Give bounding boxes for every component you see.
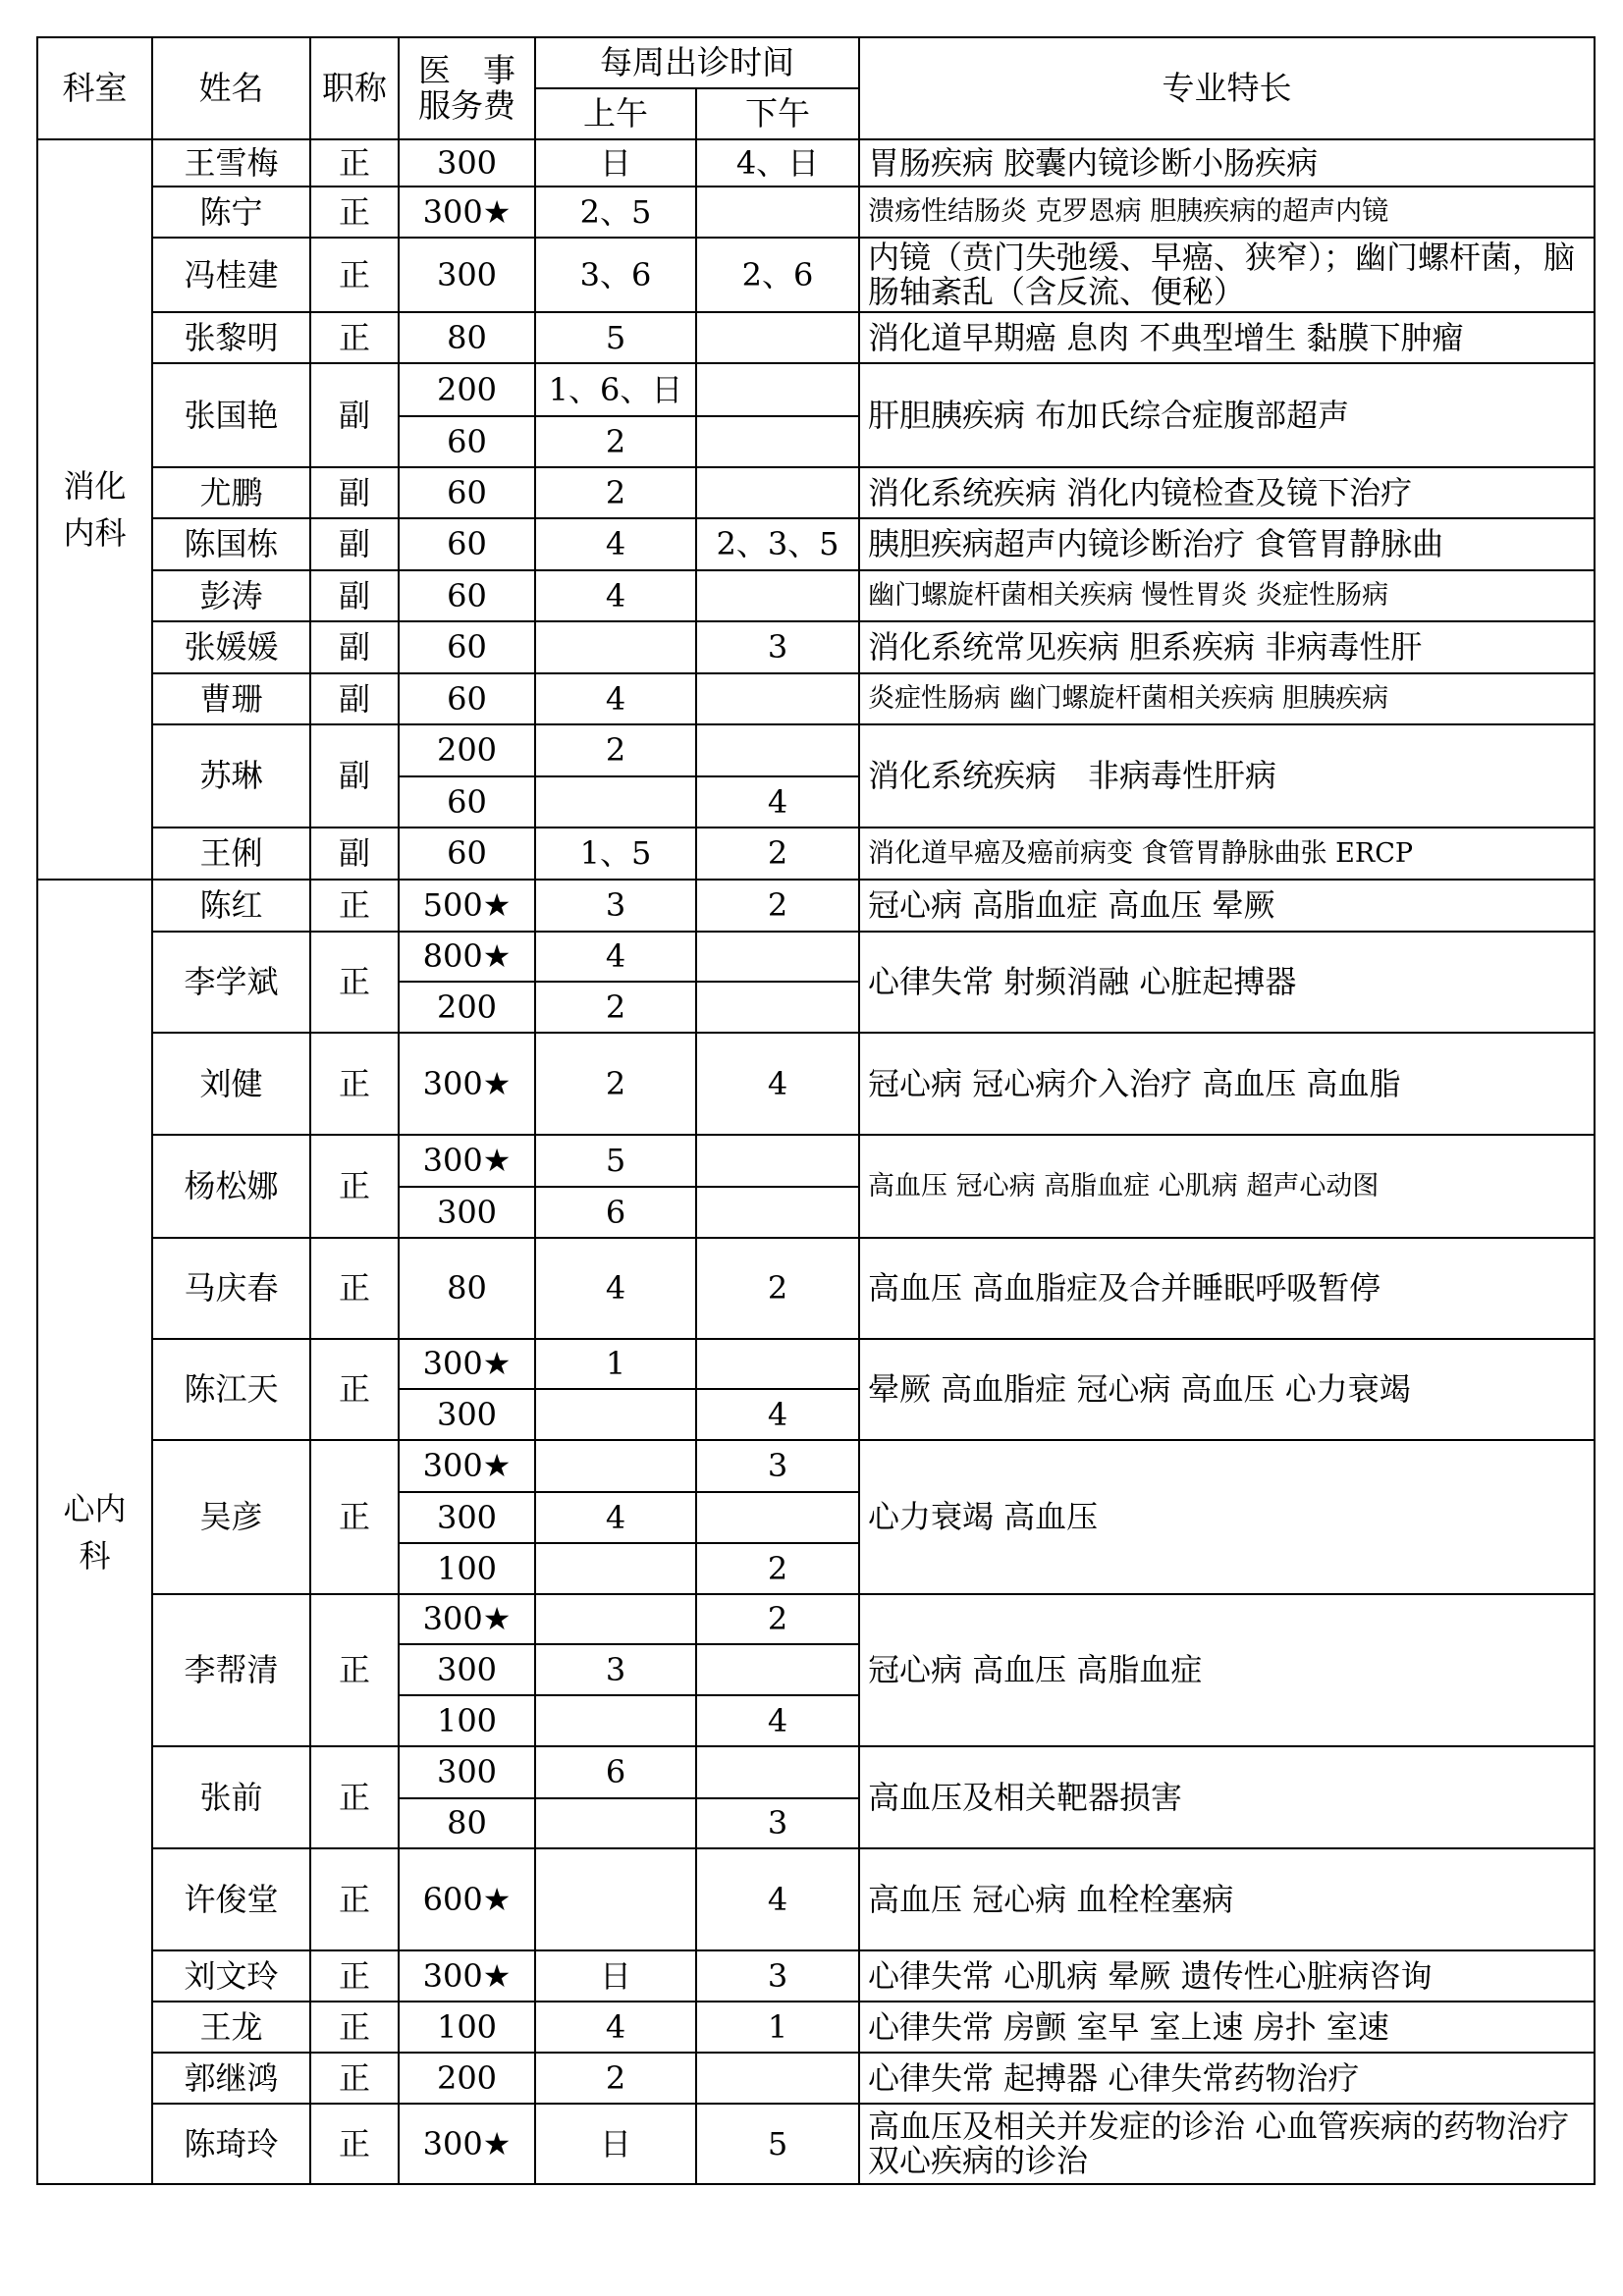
doctor-title: 副	[310, 828, 399, 880]
header-fee	[399, 37, 535, 139]
fee-cell: 300	[399, 1746, 535, 1798]
doctor-name: 陈江天	[152, 1339, 310, 1440]
pm-schedule-cell: 4	[696, 1389, 859, 1440]
pm-schedule-cell: 3	[696, 1798, 859, 1848]
fee-cell: 60	[399, 621, 535, 673]
am-schedule-cell	[535, 1389, 696, 1440]
fee-cell: 60	[399, 673, 535, 724]
fee-cell: 200	[399, 2053, 535, 2104]
doctor-name: 王龙	[152, 2002, 310, 2053]
am-schedule-cell: 4	[535, 1492, 696, 1543]
specialty-cell: 消化系统疾病 消化内镜检查及镜下治疗	[859, 467, 1595, 518]
doctor-name: 李学斌	[152, 932, 310, 1033]
doctor-name: 张黎明	[152, 312, 310, 363]
table-row	[37, 139, 1595, 187]
department-name-line1: 消化	[63, 467, 127, 505]
pm-schedule-cell	[696, 312, 859, 363]
am-schedule-cell: 5	[535, 1135, 696, 1187]
fee-cell: 300★	[399, 1594, 535, 1644]
doctor-name: 王俐	[152, 828, 310, 880]
am-schedule-cell: 1	[535, 1339, 696, 1389]
am-schedule-cell: 4	[535, 570, 696, 621]
doctor-name: 杨松娜	[152, 1135, 310, 1238]
table-row	[37, 932, 1595, 982]
am-schedule-cell: 6	[535, 1746, 696, 1798]
am-schedule-cell: 3	[535, 880, 696, 932]
schedule-body	[37, 37, 1595, 2184]
am-schedule-cell: 2、5	[535, 187, 696, 238]
specialty-cell: 心律失常 起搏器 心律失常药物治疗	[859, 2053, 1595, 2104]
specialty-cell: 高血压及相关靶器损害	[859, 1746, 1595, 1848]
am-schedule-cell: 日	[535, 1950, 696, 2002]
fee-cell: 300★	[399, 1950, 535, 2002]
pm-schedule-cell	[696, 1187, 859, 1238]
pm-schedule-cell: 2	[696, 1594, 859, 1644]
pm-schedule-cell: 1	[696, 2002, 859, 2053]
pm-schedule-cell: 2	[696, 880, 859, 932]
table-row	[37, 1950, 1595, 2002]
fee-cell: 80	[399, 1798, 535, 1848]
doctor-name: 彭涛	[152, 570, 310, 621]
doctor-title: 正	[310, 2104, 399, 2184]
table-row	[37, 880, 1595, 932]
fee-cell: 300	[399, 1187, 535, 1238]
fee-cell: 300	[399, 238, 535, 312]
table-row	[37, 828, 1595, 880]
pm-schedule-cell	[696, 1135, 859, 1187]
doctor-name: 张媛媛	[152, 621, 310, 673]
doctor-name: 冯桂建	[152, 238, 310, 312]
specialty-cell: 溃疡性结肠炎 克罗恩病 胆胰疾病的超声内镜	[859, 187, 1595, 238]
doctor-name: 陈宁	[152, 187, 310, 238]
am-schedule-cell: 6	[535, 1187, 696, 1238]
fee-cell: 500★	[399, 880, 535, 932]
header-pm: 下午	[696, 88, 859, 139]
am-schedule-cell	[535, 1695, 696, 1746]
pm-schedule-cell	[696, 724, 859, 776]
doctor-title: 副	[310, 724, 399, 828]
specialty-cell: 幽门螺旋杆菌相关疾病 慢性胃炎 炎症性肠病	[859, 570, 1595, 621]
department-name-line2: 科	[79, 1536, 111, 1575]
am-schedule-cell: 2	[535, 982, 696, 1033]
pm-schedule-cell: 2、3、5	[696, 518, 859, 570]
am-schedule-cell: 3	[535, 1644, 696, 1695]
am-schedule-cell: 4	[535, 673, 696, 724]
specialty-cell: 消化系统疾病 非病毒性肝病	[859, 724, 1595, 828]
fee-cell: 80	[399, 312, 535, 363]
pm-schedule-cell: 3	[696, 621, 859, 673]
pm-schedule-cell	[696, 570, 859, 621]
pm-schedule-cell	[696, 1339, 859, 1389]
pm-schedule-cell	[696, 187, 859, 238]
doctor-title: 正	[310, 932, 399, 1033]
doctor-name: 王雪梅	[152, 139, 310, 187]
table-row	[37, 1440, 1595, 1492]
doctor-title: 副	[310, 467, 399, 518]
pm-schedule-cell	[696, 1746, 859, 1798]
doctor-title: 正	[310, 2053, 399, 2104]
fee-cell: 100	[399, 1543, 535, 1594]
am-schedule-cell: 4	[535, 932, 696, 982]
doctor-name: 张前	[152, 1746, 310, 1848]
doctor-title: 正	[310, 1848, 399, 1950]
specialty-cell: 肝胆胰疾病 布加氏综合症腹部超声	[859, 363, 1595, 467]
doctor-title: 正	[310, 1135, 399, 1238]
pm-schedule-cell	[696, 673, 859, 724]
doctor-name: 许俊堂	[152, 1848, 310, 1950]
table-row	[37, 2104, 1595, 2184]
am-schedule-cell	[535, 1798, 696, 1848]
department-cell	[37, 880, 152, 2184]
doctor-name: 陈琦玲	[152, 2104, 310, 2184]
specialty-cell: 炎症性肠病 幽门螺旋杆菌相关疾病 胆胰疾病	[859, 673, 1595, 724]
doctor-name: 刘健	[152, 1033, 310, 1135]
header-dept: 科室	[37, 37, 152, 139]
fee-cell: 300	[399, 139, 535, 187]
fee-cell: 300	[399, 1644, 535, 1695]
header-time: 每周出诊时间	[535, 37, 859, 88]
specialty-cell: 晕厥 高血脂症 冠心病 高血压 心力衰竭	[859, 1339, 1595, 1440]
doctor-name: 张国艳	[152, 363, 310, 467]
department-cell	[37, 139, 152, 880]
table-row	[37, 1033, 1595, 1135]
header-name: 姓名	[152, 37, 310, 139]
table-row	[37, 312, 1595, 363]
pm-schedule-cell: 4	[696, 1695, 859, 1746]
pm-schedule-cell	[696, 416, 859, 467]
am-schedule-cell	[535, 776, 696, 828]
specialty-cell: 心律失常 心肌病 晕厥 遗传性心脏病咨询	[859, 1950, 1595, 2002]
doctor-title: 副	[310, 518, 399, 570]
doctor-name: 陈国栋	[152, 518, 310, 570]
header-fee-line1: 医 事	[418, 51, 515, 90]
fee-cell: 100	[399, 2002, 535, 2053]
doctor-title: 副	[310, 363, 399, 467]
table-row	[37, 1746, 1595, 1798]
table-row	[37, 1238, 1595, 1339]
table-row	[37, 363, 1595, 416]
am-schedule-cell: 日	[535, 2104, 696, 2184]
schedule-table	[36, 36, 1596, 2185]
specialty-cell: 高血压及相关并发症的诊治 心血管疾病的药物治疗 双心疾病的诊治	[859, 2104, 1595, 2184]
table-row	[37, 238, 1595, 312]
specialty-cell: 消化道早期癌 息肉 不典型增生 黏膜下肿瘤	[859, 312, 1595, 363]
pm-schedule-cell	[696, 982, 859, 1033]
am-schedule-cell: 2	[535, 724, 696, 776]
doctor-title: 正	[310, 1950, 399, 2002]
am-schedule-cell: 2	[535, 2053, 696, 2104]
pm-schedule-cell	[696, 2053, 859, 2104]
am-schedule-cell: 5	[535, 312, 696, 363]
fee-cell: 300★	[399, 1033, 535, 1135]
table-row	[37, 724, 1595, 776]
doctor-title: 正	[310, 312, 399, 363]
doctor-name: 尤鹏	[152, 467, 310, 518]
doctor-title: 副	[310, 570, 399, 621]
pm-schedule-cell: 2	[696, 1238, 859, 1339]
am-schedule-cell: 日	[535, 139, 696, 187]
am-schedule-cell	[535, 1848, 696, 1950]
doctor-title: 副	[310, 673, 399, 724]
am-schedule-cell: 4	[535, 518, 696, 570]
specialty-cell: 内镜（贲门失弛缓、早癌、狭窄）；幽门螺杆菌，脑肠轴紊乱（含反流、便秘）	[859, 238, 1595, 312]
fee-cell: 60	[399, 518, 535, 570]
fee-cell: 300★	[399, 1135, 535, 1187]
doctor-title: 正	[310, 1238, 399, 1339]
department-name-line1: 心内	[63, 1489, 127, 1527]
doctor-title: 正	[310, 1746, 399, 1848]
pm-schedule-cell: 3	[696, 1950, 859, 2002]
fee-cell: 100	[399, 1695, 535, 1746]
specialty-cell: 冠心病 高血压 高脂血症	[859, 1594, 1595, 1746]
fee-cell: 200	[399, 982, 535, 1033]
pm-schedule-cell: 4	[696, 1033, 859, 1135]
am-schedule-cell	[535, 621, 696, 673]
specialty-cell: 高血压 冠心病 高脂血症 心肌病 超声心动图	[859, 1135, 1595, 1238]
table-row	[37, 1594, 1595, 1644]
table-row	[37, 621, 1595, 673]
fee-cell: 60	[399, 416, 535, 467]
table-row	[37, 187, 1595, 238]
table-row	[37, 518, 1595, 570]
specialty-cell: 高血压 冠心病 血栓栓塞病	[859, 1848, 1595, 1950]
table-row	[37, 570, 1595, 621]
specialty-cell: 胃肠疾病 胶囊内镜诊断小肠疾病	[859, 139, 1595, 187]
am-schedule-cell: 2	[535, 416, 696, 467]
pm-schedule-cell	[696, 1644, 859, 1695]
fee-cell: 600★	[399, 1848, 535, 1950]
am-schedule-cell: 1、5	[535, 828, 696, 880]
department-name-line2: 内科	[63, 514, 127, 552]
doctor-title: 正	[310, 187, 399, 238]
table-row	[37, 467, 1595, 518]
pm-schedule-cell: 2	[696, 828, 859, 880]
header-title: 职称	[310, 37, 399, 139]
fee-cell: 200	[399, 363, 535, 416]
fee-cell: 300	[399, 1389, 535, 1440]
fee-cell: 300★	[399, 2104, 535, 2184]
am-schedule-cell: 4	[535, 2002, 696, 2053]
am-schedule-cell	[535, 1594, 696, 1644]
pm-schedule-cell: 4	[696, 776, 859, 828]
specialty-cell: 冠心病 冠心病介入治疗 高血压 高血脂	[859, 1033, 1595, 1135]
doctor-title: 正	[310, 238, 399, 312]
pm-schedule-cell	[696, 363, 859, 416]
pm-schedule-cell	[696, 1492, 859, 1543]
doctor-name: 刘文玲	[152, 1950, 310, 2002]
doctor-title: 副	[310, 621, 399, 673]
doctor-name: 吴彦	[152, 1440, 310, 1594]
doctor-title: 正	[310, 1033, 399, 1135]
fee-cell: 200	[399, 724, 535, 776]
fee-cell: 300	[399, 1492, 535, 1543]
doctor-title: 正	[310, 139, 399, 187]
doctor-title: 正	[310, 880, 399, 932]
am-schedule-cell: 2	[535, 1033, 696, 1135]
fee-cell: 60	[399, 776, 535, 828]
fee-cell: 300★	[399, 1339, 535, 1389]
am-schedule-cell	[535, 1440, 696, 1492]
table-row	[37, 1848, 1595, 1950]
doctor-title: 正	[310, 1339, 399, 1440]
am-schedule-cell: 1、6、日	[535, 363, 696, 416]
doctor-name: 李帮清	[152, 1594, 310, 1746]
doctor-title: 正	[310, 1594, 399, 1746]
pm-schedule-cell: 5	[696, 2104, 859, 2184]
fee-cell: 300★	[399, 1440, 535, 1492]
doctor-name: 苏琳	[152, 724, 310, 828]
pm-schedule-cell: 4	[696, 1848, 859, 1950]
specialty-cell: 消化道早癌及癌前病变 食管胃静脉曲张 ERCP	[859, 828, 1595, 880]
fee-cell: 800★	[399, 932, 535, 982]
fee-cell: 60	[399, 828, 535, 880]
specialty-cell: 心律失常 房颤 室早 室上速 房扑 室速	[859, 2002, 1595, 2053]
doctor-name: 曹珊	[152, 673, 310, 724]
table-row	[37, 2002, 1595, 2053]
doctor-title: 正	[310, 2002, 399, 2053]
table-row	[37, 673, 1595, 724]
doctor-name: 陈红	[152, 880, 310, 932]
am-schedule-cell: 3、6	[535, 238, 696, 312]
fee-cell: 300★	[399, 187, 535, 238]
table-row	[37, 1339, 1595, 1389]
table-row	[37, 1135, 1595, 1187]
specialty-cell: 高血压 高血脂症及合并睡眠呼吸暂停	[859, 1238, 1595, 1339]
specialty-cell: 心力衰竭 高血压	[859, 1440, 1595, 1594]
specialty-cell: 心律失常 射频消融 心脏起搏器	[859, 932, 1595, 1033]
fee-cell: 60	[399, 467, 535, 518]
table-row	[37, 2053, 1595, 2104]
fee-cell: 80	[399, 1238, 535, 1339]
header-spec: 专业特长	[859, 37, 1595, 139]
pm-schedule-cell: 3	[696, 1440, 859, 1492]
pm-schedule-cell	[696, 467, 859, 518]
fee-cell: 60	[399, 570, 535, 621]
header-fee-line2: 服务费	[418, 86, 515, 125]
pm-schedule-cell: 4、日	[696, 139, 859, 187]
doctor-title: 正	[310, 1440, 399, 1594]
am-schedule-cell: 2	[535, 467, 696, 518]
am-schedule-cell: 4	[535, 1238, 696, 1339]
specialty-cell: 冠心病 高脂血症 高血压 晕厥	[859, 880, 1595, 932]
doctor-name: 郭继鸿	[152, 2053, 310, 2104]
am-schedule-cell	[535, 1543, 696, 1594]
doctor-name: 马庆春	[152, 1238, 310, 1339]
specialty-cell: 消化系统常见疾病 胆系疾病 非病毒性肝	[859, 621, 1595, 673]
pm-schedule-cell: 2、6	[696, 238, 859, 312]
header-am: 上午	[535, 88, 696, 139]
pm-schedule-cell	[696, 932, 859, 982]
specialty-cell: 胰胆疾病超声内镜诊断治疗 食管胃静脉曲	[859, 518, 1595, 570]
pm-schedule-cell: 2	[696, 1543, 859, 1594]
